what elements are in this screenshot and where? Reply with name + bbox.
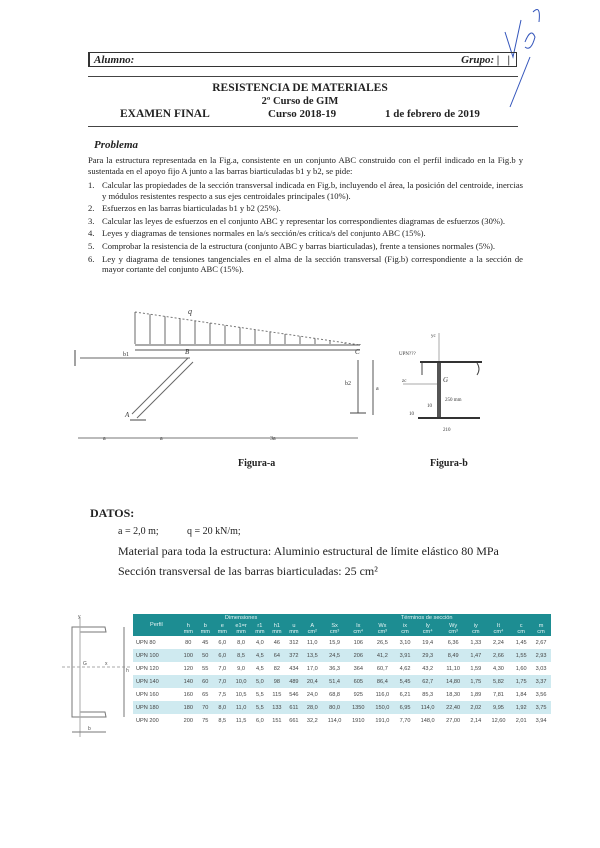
table-row: [133, 675, 551, 688]
table-cell: 8,5: [231, 649, 252, 662]
table-row: [133, 662, 551, 675]
table-cell: UPN 180: [133, 701, 180, 714]
item-number: 4.: [88, 228, 95, 239]
table-cell: 4,5: [256, 665, 264, 672]
column-header: A cm²: [302, 622, 322, 636]
table-cell: 70: [197, 701, 214, 714]
table-cell: 7,81: [493, 691, 504, 698]
table-cell: 29,3: [415, 649, 440, 662]
table-cell: UPN 140: [133, 675, 180, 688]
table-cell: 160: [183, 691, 193, 698]
table-cell: 4,5: [251, 649, 268, 662]
table-cell: 24,5: [322, 649, 347, 662]
problem-heading: Problema: [94, 139, 138, 151]
table-cell: 100: [180, 649, 197, 662]
label-a: a: [376, 386, 379, 392]
table-cell: 140: [180, 675, 197, 688]
table-cell: 10,5: [235, 691, 247, 698]
column-header: c cm: [511, 622, 531, 636]
table-cell: 36,3: [329, 665, 341, 672]
table-cell: 12,60: [491, 717, 506, 724]
col-perfil: Perfil: [133, 614, 180, 636]
table-cell: 9,95: [486, 701, 511, 714]
table-cell: 98: [268, 675, 285, 688]
problem-item: [88, 254, 523, 275]
label-b1: b1: [123, 352, 129, 358]
figure-a: [60, 300, 380, 460]
table-cell: 26,5: [376, 639, 388, 646]
table-cell: UPN 120: [136, 665, 159, 672]
table-row: [133, 649, 551, 662]
item-text: Calcular las leyes de esfuerzos en el conjunto ABC y representar los correspondientes diagramas de esfuerzos (30%).: [102, 215, 506, 226]
table-cell: 11,10: [446, 665, 460, 672]
table-cell: 2,66: [486, 649, 511, 662]
column-header: Wx cm³: [370, 622, 395, 636]
table-cell: 150,0: [370, 701, 395, 714]
table-cell: 3,56: [535, 691, 547, 698]
label-y: y: [78, 614, 81, 620]
table-cell: 364: [353, 665, 363, 672]
datos-a: a = 2,0 m;: [118, 526, 159, 537]
label-b2: b2: [345, 381, 351, 387]
item-number: 2.: [88, 203, 95, 214]
table-cell: 6,95: [395, 701, 415, 714]
grupo-end: |: [507, 54, 510, 66]
table-row: [133, 636, 551, 649]
table-cell: 3,75: [531, 701, 551, 714]
label-a: a: [160, 436, 163, 442]
table-cell: 191,0: [375, 717, 390, 724]
table-cell: 60: [197, 675, 214, 688]
table-cell: 372: [285, 649, 302, 662]
item-text: Ley y diagrama de tensiones tangenciales en el alma de la sección transversal (Fig.b) correspondiente a la sección de mayor cortante del conjunto ABC (15%).: [102, 253, 523, 275]
table-cell: 1,92: [511, 701, 531, 714]
table-cell: 611: [285, 701, 302, 714]
column-header: u mm: [285, 622, 302, 636]
table-cell: 64: [268, 649, 285, 662]
item-text: Comprobar la resistencia de la estructura (conjunto ABC y barras biarticuladas), frente a tensiones normales (5%).: [102, 240, 496, 251]
label-x: x: [105, 661, 108, 667]
table-cell: UPN 100: [133, 649, 180, 662]
table-cell: 605: [347, 675, 370, 688]
table-cell: 6,0: [256, 717, 264, 724]
table-cell: 82: [273, 665, 280, 672]
table-cell: 10,0: [231, 675, 252, 688]
table-cell: 1910: [352, 717, 365, 724]
course-title: 2º Curso de GIM: [261, 96, 339, 107]
table-cell: 6,0: [214, 649, 231, 662]
table-cell: 28,0: [302, 701, 322, 714]
table-cell: 1,60: [515, 665, 527, 672]
table-cell: 9,0: [237, 665, 245, 672]
problem-list: [88, 180, 523, 277]
problem-item: [88, 180, 523, 201]
table-cell: 489: [285, 675, 302, 688]
column-header: It cm⁴: [486, 622, 511, 636]
table-cell: 1350: [347, 701, 370, 714]
table-cell: 116,0: [375, 691, 390, 698]
label-a: a: [103, 436, 106, 442]
column-header: e mm: [214, 622, 231, 636]
table-cell: 7,70: [399, 717, 411, 724]
table-cell: 106: [353, 639, 363, 646]
table-cell: 7,5: [218, 691, 227, 698]
label-profile: UPN???: [399, 352, 416, 357]
label-G: G: [443, 376, 449, 384]
table-cell: 8,0: [237, 639, 245, 646]
table-cell: 4,30: [493, 665, 504, 672]
table-cell: 86,4: [370, 675, 395, 688]
table-cell: 1,45: [515, 639, 527, 646]
column-header: b mm: [197, 622, 214, 636]
subject-title: RESISTENCIA DE MATERIALES: [212, 82, 388, 94]
column-header: r1 mm: [251, 622, 268, 636]
label-3a: 3a: [270, 436, 276, 442]
table-cell: 7,0: [218, 665, 227, 672]
member-AB: [132, 358, 188, 414]
table-cell: 4,0: [256, 639, 264, 646]
datos-material: Material para toda la estructura: Aluminio estructural de límite elástico 80 MPa: [118, 544, 499, 558]
table-cell: 148,0: [420, 717, 435, 724]
table-cell: 7,0: [214, 675, 231, 688]
table-cell: UPN 80: [136, 639, 156, 646]
problem-item: [88, 228, 523, 239]
table-cell: 15,9: [329, 639, 341, 646]
table-cell: 3,37: [531, 675, 551, 688]
table-cell: 1,33: [470, 639, 482, 646]
table-cell: 20,4: [302, 675, 322, 688]
table-cell: 1,47: [466, 649, 486, 662]
table-cell: 1,75: [511, 675, 531, 688]
student-info-box: [88, 52, 517, 67]
item-number: 3.: [88, 215, 95, 226]
table-cell: 68,8: [329, 691, 341, 698]
table-cell: 206: [347, 649, 370, 662]
load-line: [135, 312, 360, 345]
table-cell: 2,93: [531, 649, 551, 662]
table-cell: 45: [202, 639, 209, 646]
column-header: h mm: [180, 622, 197, 636]
table-row: [133, 688, 551, 701]
divider: [88, 76, 518, 77]
exam-title: EXAMEN FINAL: [120, 108, 210, 120]
table-cell: 5,5: [256, 691, 264, 698]
table-cell: 2,02: [466, 701, 486, 714]
table-cell: 32,2: [306, 717, 318, 724]
table-cell: 546: [289, 691, 299, 698]
table-cell: 14,80: [440, 675, 465, 688]
label-width: 210: [443, 428, 451, 433]
table-cell: UPN 160: [136, 691, 159, 698]
table-cell: 3,03: [535, 665, 547, 672]
table-cell: 5,82: [486, 675, 511, 688]
datos-heading: DATOS:: [90, 506, 135, 520]
table-row: [133, 714, 551, 727]
label-yc: yc: [431, 334, 436, 339]
table-cell: 19,4: [422, 639, 434, 646]
label-C: C: [355, 348, 360, 356]
table-cell: 6,21: [399, 691, 411, 698]
table-cell: 5,0: [251, 675, 268, 688]
table-cell: 6,0: [218, 639, 227, 646]
table-cell: 5,45: [395, 675, 415, 688]
exam-date: 1 de febrero de 2019: [385, 108, 480, 120]
table-cell: 46: [273, 639, 280, 646]
column-header: m cm: [531, 622, 551, 636]
table-cell: 661: [289, 717, 299, 724]
table-cell: 17,0: [306, 665, 318, 672]
table-cell: 62,7: [415, 675, 440, 688]
column-header: e1=r mm: [231, 622, 252, 636]
group-terminos: Términos de sección: [302, 614, 551, 622]
table-cell: 2,14: [470, 717, 482, 724]
datos-q: q = 20 kN/m;: [187, 526, 241, 537]
table-cell: 114,0: [415, 701, 440, 714]
table-cell: 434: [289, 665, 299, 672]
table-cell: 3,10: [399, 639, 411, 646]
table-cell: 3,91: [395, 649, 415, 662]
table-cell: 60,7: [376, 665, 388, 672]
table-cell: 4,62: [399, 665, 411, 672]
column-header: Ix cm⁴: [347, 622, 370, 636]
grupo-label: Grupo: |: [461, 54, 500, 66]
label-A: A: [125, 411, 130, 419]
table-cell: 1,75: [466, 675, 486, 688]
table-cell: 1,55: [511, 649, 531, 662]
table-row: [133, 701, 551, 714]
table-cell: 41,2: [370, 649, 395, 662]
table-cell: 1,89: [470, 691, 482, 698]
item-text: Leyes y diagramas de tensiones normales en la/s sección/es crítica/s del conjunto ABC (15%).: [102, 228, 426, 239]
label-height: 250 mm: [445, 398, 462, 403]
course-year: Curso 2018-19: [268, 108, 337, 120]
column-header: Wy cm³: [440, 622, 465, 636]
datos-section: Sección transversal de las barras biarticuladas: 25 cm²: [118, 564, 378, 578]
item-number: 6.: [88, 253, 95, 264]
divider: [88, 126, 518, 127]
item-number: 5.: [88, 240, 95, 251]
table-cell: 114,0: [327, 717, 342, 724]
label-B: B: [185, 348, 190, 356]
label-zc: zc: [402, 379, 407, 384]
table-cell: 6,36: [447, 639, 459, 646]
problem-item: [88, 241, 523, 252]
table-cell: 13,5: [302, 649, 322, 662]
table-cell: 75: [202, 717, 209, 724]
table-cell: 65: [202, 691, 209, 698]
table-cell: 80,0: [322, 701, 347, 714]
table-cell: 8,5: [218, 717, 227, 724]
problem-item: [88, 216, 523, 227]
column-header: Iy cm⁴: [415, 622, 440, 636]
label-flange-thickness: 10: [409, 412, 414, 417]
table-cell: UPN 200: [136, 717, 159, 724]
table-cell: 180: [180, 701, 197, 714]
table-cell: 27,00: [446, 717, 461, 724]
alumno-label: Alumno:: [94, 54, 135, 66]
table-cell: 24,0: [306, 691, 318, 698]
table-cell: 80: [185, 639, 192, 646]
item-number: 1.: [88, 180, 95, 190]
table-cell: 11,0: [307, 639, 318, 646]
table-cell: 50: [197, 649, 214, 662]
figure-a-caption: Figura-a: [238, 458, 276, 469]
table-cell: 11,5: [235, 717, 247, 724]
table-cell: 5,5: [251, 701, 268, 714]
table-cell: 312: [289, 639, 299, 646]
table-cell: 8,0: [214, 701, 231, 714]
upn-table: [133, 614, 551, 727]
table-cell: 3,94: [535, 717, 547, 724]
table-cell: 1,84: [515, 691, 527, 698]
table-cell: 200: [183, 717, 193, 724]
table-cell: 85,3: [422, 691, 434, 698]
table-cell: 8,49: [440, 649, 465, 662]
table-cell: 11,0: [231, 701, 252, 714]
table-cell: 925: [353, 691, 363, 698]
problem-item: [88, 203, 523, 214]
label-G: G: [83, 661, 87, 667]
column-header: Sx cm³: [322, 622, 347, 636]
group-dimensiones: Dimensiones: [180, 614, 303, 622]
table-cell: 1,59: [470, 665, 482, 672]
table-cell: 115: [272, 691, 282, 698]
table-cell: 43,2: [422, 665, 434, 672]
table-cell: 133: [268, 701, 285, 714]
table-cell: 2,01: [515, 717, 527, 724]
table-cell: 18,30: [446, 691, 461, 698]
label-h: h: [126, 668, 129, 674]
table-cell: 2,24: [493, 639, 504, 646]
table-cell: 151: [272, 717, 282, 724]
table-cell: 55: [202, 665, 209, 672]
problem-intro: Para la estructura representada en la Fig.a, consistente en un conjunto ABC construido con el perfil indicado en la Fig.b y sustentada en el apoyo fijo A junto a las barras biarticuladas b1 y b2, se pide:: [88, 155, 523, 176]
column-header: iy cm: [466, 622, 486, 636]
label-q: q: [188, 307, 192, 316]
table-cell: 120: [183, 665, 193, 672]
item-text: Calcular las propiedades de la sección transversal indicada en Fig.b, incluyendo el área, la posición del centroide, inercias y módulos resistentes respecto a sus ejes centroidales principales (10%).: [102, 180, 523, 201]
table-cell: 51,4: [322, 675, 347, 688]
column-header: h1 mm: [268, 622, 285, 636]
table-cell: 2,67: [535, 639, 547, 646]
figure-b-caption: Figura-b: [430, 458, 468, 469]
label-web-thickness: 10: [427, 404, 432, 409]
upn-table-wrap: [133, 614, 551, 727]
figure-b: [385, 325, 505, 435]
upn-diagram: [60, 612, 132, 742]
label-b: b: [88, 726, 91, 732]
table-cell: 22,40: [440, 701, 465, 714]
item-text: Esfuerzos en las barras biarticuladas b1 y b2 (25%).: [102, 203, 281, 214]
column-header: ix cm: [395, 622, 415, 636]
